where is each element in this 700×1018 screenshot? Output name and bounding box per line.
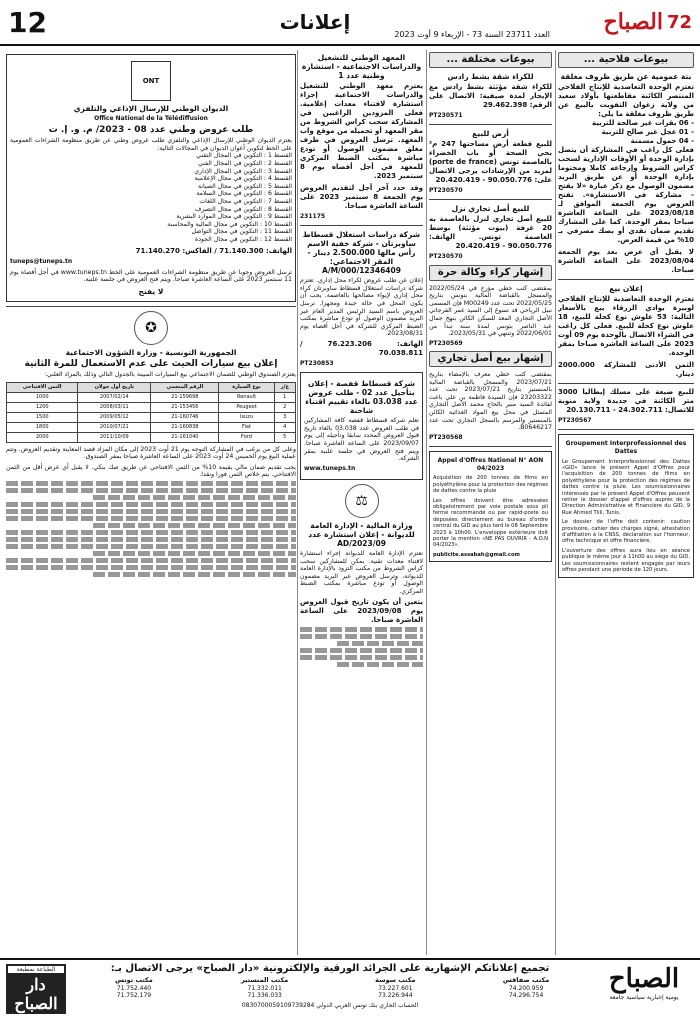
table-cell: Peugeot <box>219 402 274 412</box>
text-line <box>6 509 296 514</box>
office-name: مكتب صفاقس <box>502 976 550 984</box>
lot-item: القسط 4 : التكوين في مجال الإعلامية <box>194 175 292 183</box>
logo-text: الصباح <box>603 9 663 35</box>
ministry-emblem-icon: ⚖ <box>345 484 379 518</box>
ad-item: - 01 عجل غير صالح للتربية <box>601 128 694 136</box>
table-row <box>7 422 296 432</box>
ad-title: للبيع أصل تجاري نزل <box>451 204 530 214</box>
table-header-cell: الثمن الافتتاحي <box>7 382 78 392</box>
divider <box>300 225 423 226</box>
lot-item: القسط 1 : التكوين في المجال التقني <box>196 152 292 160</box>
column-public-tenders <box>6 50 296 955</box>
ad-title: إعلان بيع سيارات الحيث على عدم الاستعمال للمرة الثانية <box>24 358 278 369</box>
ad-note: وقد حدد آخر أجل لتقديم العروض يوم الجمعة 8 سبتمبر 2023 على الساعة العاشرة صباحا. <box>300 184 423 210</box>
table-cell: 1200 <box>7 402 78 412</box>
issue-info: العدد 23711 السنة 73 - الإربعاء 9 أوت 2023 <box>394 30 550 39</box>
ad-text: تعتزم الإدارة العامة للديوانة إجراء استشارة لاقتناء معدات تقنية. يمكن للمشاركين سحب كراس الشروط من مكتب التزود بالإدارة العامة للديوانة، وترسل العروض عبر البريد مضمون الوصول أو تودع مباشرة بمكتب الضبط المركزي. <box>300 549 423 595</box>
footer-logo-tagline: يومية إخبارية سياسية جامعة <box>609 994 679 1001</box>
section-header: بيوعات مختلفة ... <box>429 52 552 68</box>
ad-text: تعلم شركة قسطاط قفصة كافة المشاركين في طلب العروض عدد 03.038 بالغاء تاريخ قبول العروض المحدد سابقا وتأجيله إلى يوم 2023/09/07 على الساعة العاشرة صباحا. ويتم فتح العروض في جلسة علنية بمقر الشركة. <box>304 417 419 463</box>
table-cell: 1 <box>274 392 295 402</box>
table-cell: Renault <box>219 392 274 402</box>
office-item <box>203 977 327 1000</box>
table-cell: 21-159698 <box>151 392 219 402</box>
section-title: إعلانات <box>279 10 351 34</box>
divider <box>6 306 296 307</box>
text-line <box>6 502 296 507</box>
text-line <box>6 565 296 570</box>
org-name: الديوان الوطني للإرسال الإذاعي والتلفزي <box>73 104 229 113</box>
ad-note: لا يقبل أي عرض بعد يوم الجمعة 2023/08/04 على الساعة العاشرة صباحا. <box>558 248 694 274</box>
column-divider <box>297 50 298 955</box>
office-phone: 71.752.440 <box>116 984 152 992</box>
column-tenders <box>300 50 423 955</box>
office-name: مكتب تونس <box>115 976 153 984</box>
ad-body: وعلى كل من يرغب في المشاركة التوجه يوم 21 أوت 2023 إلى مكان المزاد قصد المعاينة وتقديم العروض. وتتم عملية البيع يوم الخميس 24 أوت 2023 على الساعة العاشرة صباحا بمقر الصندوق. <box>6 445 296 461</box>
ad-text: يعتزم الديوان الوطني للإرسال الإذاعي والتلفزي طلب عروض وطني عن طريق منظومة الشراءات العمومية على الخط لتكوين أعوان الديوان في المجالات التالية: <box>10 137 292 152</box>
notice-box <box>429 451 552 562</box>
table-cell: 3 <box>274 412 295 422</box>
notice-text: Les offres doivent être adressées obligatoirement par voie postale sous pli fermé recommandé ou par rapid-poste ou déposées directement au bureau d'ordre central du GID au plus tard le 08 Septembre 2023 à 10h00. L'enveloppe extérieure doit porter la mention «NE PAS OUVRIR - A.O.N 04/2023». <box>433 497 548 549</box>
table-cell: 5 <box>274 432 295 442</box>
ad-stamp: لا يفتح <box>138 286 164 296</box>
ad-text: للبيع أصل تجاري لنزل بالعاصمة به 20 غرفة (بيوت مؤثثة) بوسط العاصمة تونس. الهاتف: 90.050.776 - 20.420.419 <box>429 215 552 251</box>
office-fax: 71.752.179 <box>116 992 152 999</box>
notice-email[interactable]: publicite.assabah@gmail.com <box>433 551 520 558</box>
lot-item: القسط 12 : التكوين في مجال الجودة <box>194 235 292 243</box>
notice-text: Le Groupement Interprofessionnel des Dattes «GID» lance le présent Appel d'Offres pour l'acquisition de 200 tonnes de films en polyéthylène pour la protection des régimes de dattes contre la pluie. Les soumissionnaires intéressés par le présent Appel d'Offres peuvent retirer le dossier d'appel d'offres auprès de la Direction Administrative et Financière du GID, 9 Rue Ahmed Tlili, Tunis. <box>562 458 690 516</box>
office-name: مكتب المنستير <box>241 976 289 984</box>
text-line <box>93 572 296 577</box>
page-header <box>0 0 700 46</box>
text-line <box>300 648 423 653</box>
office-item <box>464 977 588 1000</box>
text-line <box>6 516 296 521</box>
bank-account: الحساب الجاري بنك تونس العربي الدولي 0830700059109739284 <box>241 1001 419 1009</box>
ad-body: ترسل العروض وجوبا عن طريق منظومة الشراءات العمومية على الخط www.tuneps.tn في أجل أقصاه يوم 11 سبتمبر 2023 على الساعة العاشرة صباحا. ويتم فتح العروض في جلسة علنية. <box>10 268 292 284</box>
lot-item: القسط 10 : التكوين في مجال المالية والمحاسبة <box>167 220 292 228</box>
printer-name: دار الصباح <box>14 975 58 1013</box>
table-header-cell: نوع السيارة <box>219 382 274 392</box>
ad-text: بمقتضى كتب خطي مؤرخ في 2022/05/24 والمسجل بالقباضة المالية بتونس بتاريخ 2022/05/25 تحت عدد M00249 فإن المسمى نبيل الرياحي قد تسوغ إلى السيد عمر الفرجاني الأصل التجاري المعد للسكن الكائن بنهج جمال عبد الناصر بتونس لمدة سنة تبدأ من 2022/06/01 وتنتهي في 2023/05/31. <box>429 284 552 338</box>
divider <box>429 446 552 447</box>
notice-box <box>300 372 423 480</box>
column-various-sales <box>429 50 552 955</box>
notice-title: Appel d'Offres National N° AON 04/2023 <box>437 456 544 473</box>
lot-item: القسط 5 : التكوين في مجال الصيانة <box>197 182 292 190</box>
column-divider <box>555 50 556 955</box>
text-line <box>300 655 423 660</box>
table-header-row <box>7 382 296 392</box>
table-cell: Isuzu <box>219 412 274 422</box>
table-cell: 4 <box>274 422 295 432</box>
ad-notes: يجب تقديم ضمان مالي بقيمة 10% من الثمن الافتتاحي عن طريق صك بنكي. لا يقبل أي عرض أقل من الثمن الافتتاحي. يتم خلاص الثمن فورا ونقدا. <box>6 463 296 479</box>
page-footer <box>0 958 700 1018</box>
text-line <box>93 523 296 528</box>
text-line <box>6 537 296 542</box>
ad-title: أرض للبيع <box>472 129 509 139</box>
org-name: الجمهورية التونسية - وزارة الشؤون الاجتماعية <box>65 347 237 357</box>
lot-item: القسط 11 : التكوين في مجال التواصل <box>191 228 292 236</box>
ad-title: طلب عروض وطني عدد 08 - 2023/ م. و. إ. ت <box>48 125 254 136</box>
table-row <box>7 402 296 412</box>
ad-item: - 06 بقرات غير صالحة للتربية <box>591 119 694 127</box>
notice-text: L'ouverture des offres aura lieu en séance publique le même jour à 11h00 au siège du GID. Les soumissionnaires restent engagés par leurs offres pendant une période de 120 jours. <box>562 547 690 574</box>
table-header-cell: ع/ر <box>274 382 295 392</box>
table-cell: 21-160746 <box>151 412 219 422</box>
footer-contact <box>72 962 588 1009</box>
ad-link[interactable]: www.tuneps.tn <box>304 464 356 472</box>
lot-item: القسط 6 : التكوين في مجال السلامة <box>196 190 292 198</box>
table-cell: 2011/10/09 <box>78 432 151 442</box>
ad-title: للكراء شقة بشط رادس <box>447 72 534 81</box>
section-header: إشهار كراء وكالة حرة <box>429 265 552 281</box>
table-cell: 2009/05/12 <box>78 412 151 422</box>
ad-body: فعلى كل راغب في المشاركة أن يتصل بإدارة الوحدة أو الأوقات الإدارية لسحب كراس الشروط وإرجاعه كاملا ومختوما بإدارة الوحدة أو عن طريق البريد مضمون الوصول مع ذكر عبارة «لا يفتح - مشاركة في الاستشارة». تفتح العروض يوم الجمعة الموافق لـ 2023/08/18 على الساعة العاشرة صباحا بمقر الوحدة. كما على المشارك تقديم ضمان نقدي أو بصك مصرفي بـ 10% من قيمة العرض. <box>558 146 694 244</box>
notice-title: Groupement Interprofessionnel des Dattes <box>565 440 687 456</box>
office-phone: 71.332.011 <box>247 984 282 992</box>
table-row <box>7 412 296 422</box>
lot-item: القسط 9 : التكوين في مجال الموارد البشرية <box>176 213 292 221</box>
ad-text: للكراء شقة مؤثثة بشط رادس مع الإيجار لمدة صيفية: الاتصال على الرقم: 29.462.398 <box>429 83 552 109</box>
ad-text: إعلان عن طلب عروض لكراء محل إداري. تعتزم شركة دراسات استغلال قسطاط ساوبرتان كراء محل إداري لإيواء مصالحها بالعاصمة. يجب أن يكون المحل في حالة جيدة ومجهزا. ترسل العروض باسم السيد الرئيس المدير العام عبر البريد مضمون الوصول أو تودع مباشرة بمكتب الضبط المركزي للشركة في أجل أقصاه يوم 2023/08/31. <box>300 277 423 338</box>
text-line <box>6 558 296 563</box>
office-name: مكتب سوسة <box>375 976 416 984</box>
table-cell: 21-161040 <box>151 432 219 442</box>
text-line <box>6 544 296 549</box>
table-cell: 2000 <box>7 432 78 442</box>
table-cell: 2007/02/14 <box>78 392 151 402</box>
text-line <box>93 551 296 556</box>
divider <box>429 199 552 200</box>
ad-item: - 04 حمول مسمنة <box>630 137 694 145</box>
text-line <box>300 634 423 639</box>
offices-list <box>72 977 588 1000</box>
office-item <box>72 977 196 1000</box>
footer-logo-text: الصباح <box>608 964 680 994</box>
office-phone: 73.227.601 <box>378 984 413 992</box>
table-cell: Ford <box>219 432 274 442</box>
text-line <box>337 641 423 646</box>
ad-text: يعتزم الصندوق الوطني للضمان الاجتماعي بيع السيارات المبينة بالجدول التالي وذلك بالمزاد العلني: <box>44 370 296 378</box>
ad-title: إعلان بيع <box>609 284 643 293</box>
ad-title: شركة دراسات استغلال قسطاط ساوبرتان - شركة خفية الاسم رأس مالها 2.500.000 دينار - المقر الاجتماعي: 12346409/A/M/000 <box>302 230 421 276</box>
office-phone: 74.200.959 <box>508 984 544 992</box>
ad-reference: PT230568 <box>429 433 463 441</box>
table-cell: 21-160838 <box>151 422 219 432</box>
office-fax: 73.226.944 <box>378 992 413 999</box>
table-cell: 1500 <box>7 412 78 422</box>
notice-subtitle: Acquisition de 200 tonnes de films en polyéthylène pour la protection des régimes de dattes contre la pluie <box>433 475 549 495</box>
table-cell: 2010/07/21 <box>78 422 151 432</box>
lot-item: القسط 8 : التكوين في مجال التصرف <box>195 205 292 213</box>
ad-text: تعتزم الوحدة التعاضدية للإنتاج الفلاحي لوبيرة بوادي الزرقاء بيع بالأسعار التالية: 53 علوش نوع كحلة للبيع، 18 علوش نوع كحلة للبيع. فعلى كل راغب في الشراء الاتصال بالوحدة يوم 09 أوت 2023 على الساعة العاشرة صباحا بمقر الوحدة. <box>558 295 694 357</box>
ad-text: بمقتضى كتب خطي معرف بالإمضاء بتاريخ 2023/07/21 والمسجل بالقباضة المالية بالمنستير بتاريخ 2023/07/21 تحت عدد 23203322 فإن السيدة فاطمة بن علي باعت لفائدة السيد منير بالحاج محمد الأصل التجاري المتمثل في محل بيع المواد الغذائية الكائن بالمنستير والمرسم بالسجل التجاري تحت عدد B0646217. <box>429 370 552 432</box>
text-line <box>6 481 296 486</box>
office-logo-icon: ONT <box>131 61 171 101</box>
ad-title: بتة عمومية عن طريق ظروف مغلقة <box>560 72 692 81</box>
ad-title: وزارة المالية - الإدارة العامة للديوانة - إعلان استشارة عدد 2023/09/AD <box>308 520 415 548</box>
republic-emblem-icon: ✪ <box>134 311 168 345</box>
ad-note: يتعين أن يكون تاريخ قبول العروض يوم 2023/09/08 على الساعة العاشرة صباحا. <box>300 598 423 625</box>
ad-title: المعهد الوطني للتشغيل والدراسات الاجتماعية - استشارة وطنية عدد 1 <box>301 53 422 80</box>
text-line <box>6 488 296 493</box>
lot-item: القسط 2 : التكوين في المجال الفني <box>198 159 292 167</box>
printer-label: الطباعة بمطبعة <box>8 966 64 973</box>
lot-item: القسط 3 : التكوين في المجال الإداري <box>194 167 292 175</box>
text-line <box>337 662 423 667</box>
ad-title: شركة قسطاط قفصة - إعلان بتأجيل عدد 02 - طلب عروض عدد 03.038 بالغاء تقييم اقتناء شاحنة <box>305 379 418 416</box>
ad-reference: PT230569 <box>429 339 463 347</box>
table-row <box>7 392 296 402</box>
divider <box>558 279 694 280</box>
table-cell: 21-153456 <box>151 402 219 412</box>
printer-logo <box>6 964 66 1014</box>
lot-item: القسط 7 : التكوين في مجال اللغات <box>199 197 292 205</box>
footer-headline: تجميع إعلاناتكم الإشهارية على الجرائد الورقية والإلكترونية «دار الصباح» يرجى الاتصال بـ: <box>110 963 550 974</box>
text-line <box>300 627 423 632</box>
divider <box>429 124 552 125</box>
notice-text: Le dossier de l'offre doit contenir: caution provisoire, cahier des charges signé, attestation d'affiliation à la CNSS, déclaration sur l'honneur, offre technique et offre financière. <box>562 519 690 545</box>
page-number: 12 <box>8 6 47 39</box>
ad-reference: PT230571 <box>429 112 463 119</box>
table-cell: 2008/03/11 <box>78 402 151 412</box>
ad-reference: PT230570 <box>429 187 463 195</box>
table-cell: Fiat <box>219 422 274 432</box>
table-cell: 2 <box>274 402 295 412</box>
office-fax: 71.336.033 <box>247 992 282 999</box>
office-fax: 74.296.754 <box>508 992 544 999</box>
ad-reference: 231175 <box>300 213 326 220</box>
text-line <box>6 530 296 535</box>
table-cell: 1000 <box>7 392 78 402</box>
divider <box>558 383 694 384</box>
ad-text: للبيع ضيعة على مسلك إيطاليا 3000 متر الكائنة في جديدة ولاية منوبة للاتصال: 24.302.711 - 20.130.711 <box>558 388 694 414</box>
ad-contact: الهاتف: 76.223.206 / 70.038.811 <box>300 339 423 357</box>
text-line <box>93 495 296 500</box>
column-divider <box>426 50 427 955</box>
table-row <box>7 432 296 442</box>
ad-text: للبيع قطعة أرض مساحتها 247 م² بحي الصحة أو باب الخضراء بالعاصمة تونس (porte de france) لمزيد من الإرشادات يرجى الاتصال على: 90.050.776 - 20.420.419 <box>429 140 552 185</box>
ad-reference: PT230853 <box>300 359 334 367</box>
org-name-fr: Office National de la Télédiffusion <box>94 115 208 122</box>
ad-reference: PT230567 <box>558 417 592 424</box>
section-header: إشهار بيع أصل تجاري <box>429 351 552 367</box>
office-item <box>333 977 457 1000</box>
notice-box <box>558 434 694 577</box>
section-header: بيوعات فلاحية ... <box>558 52 694 68</box>
ad-contact: الهاتف: 71.140.300 / الفاكس: 71.140.270 <box>135 246 292 255</box>
ad-text: تعتزم الوحدة التعاضدية للإنتاج الفلاحي المنتصر الكائنة مقاطعتها بأولاد سعيد من ولاية زغوان التفويت بالبيع عن طريق ظروف مغلقة ما يلي: <box>558 83 694 118</box>
table-header-cell: الرقم المنجمي <box>151 382 219 392</box>
divider <box>558 429 694 430</box>
ad-text: يعتزم معهد الوطني للتشغيل والدراسات الاجتماعية إجراء استشارة لاقتناء معدات إعلامية. فعلى المزودين الراغبين في المشاركة سحب كراس الشروط من مقر المعهد أو تحميله من موقع واب المعهد. ترسل العروض في ظرف مغلق مضمون الوصول أو تودع مباشرة بمكتب الضبط المركزي للمعهد في أجل أقصاه يوم 8 سبتمبر 2023. <box>300 82 423 180</box>
newspaper-logo <box>562 4 692 40</box>
ad-note: الثمن الأدنى للمشاركة 2000.000 دينار. <box>558 361 694 378</box>
logo-number: 72 <box>666 11 692 33</box>
ad-reference: PT230570 <box>429 253 463 261</box>
tender-box <box>6 54 296 302</box>
footer-newspaper-logo <box>594 964 694 1014</box>
vehicles-table <box>6 382 296 443</box>
table-cell: 1800 <box>7 422 78 432</box>
table-header-cell: تاريخ أول جولان <box>78 382 151 392</box>
ad-email[interactable]: tuneps@tuneps.tn <box>10 257 73 265</box>
column-agricultural-sales <box>558 50 694 955</box>
